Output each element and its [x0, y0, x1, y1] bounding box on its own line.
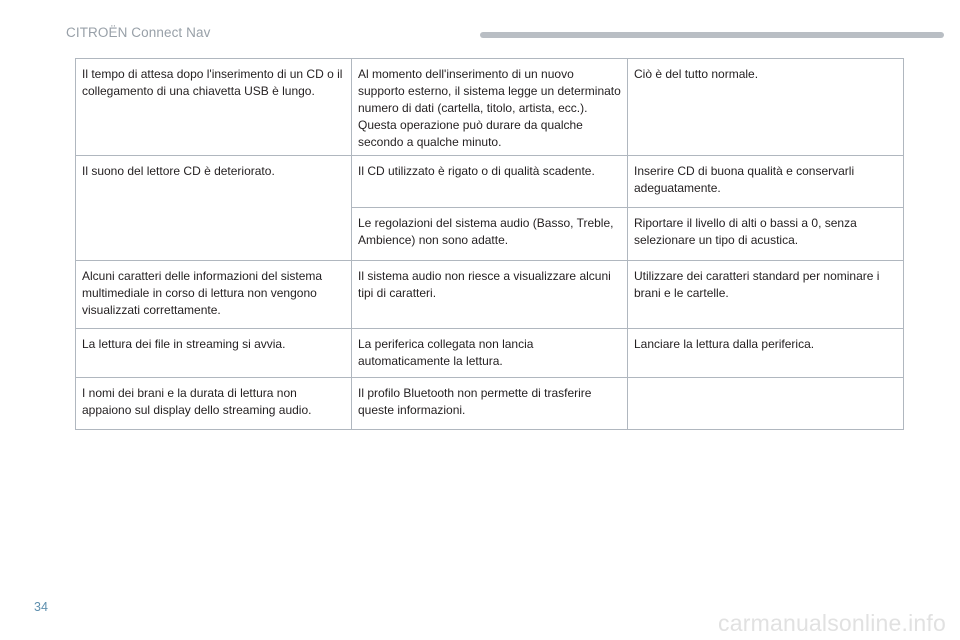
solution-cell: [628, 378, 904, 430]
problem-cell: I nomi dei brani e la durata di lettura non appaiono sul display dello streaming audio.: [76, 378, 352, 430]
solution-cell: Inserire CD di buona qualità e conservarli adeguatamente.: [628, 156, 904, 208]
cause-cell: Il sistema audio non riesce a visualizzare alcuni tipi di caratteri.: [352, 261, 628, 329]
page-number: 34: [34, 600, 48, 614]
header-bar: [480, 32, 944, 38]
table-row: [76, 378, 904, 430]
problem-cell: Il suono del lettore CD è deteriorato.: [76, 156, 352, 261]
problem-cell: Alcuni caratteri delle informazioni del sistema multimediale in corso di lettura non vengono visualizzati correttamente.: [76, 261, 352, 329]
watermark: carmanualsonline.info: [718, 610, 946, 636]
cause-cell: Il profilo Bluetooth non permette di trasferire queste informazioni.: [352, 378, 628, 430]
cause-cell: Al momento dell'inserimento di un nuovo supporto esterno, il sistema legge un determinato numero di dati (cartella, titolo, artista, ecc.). Questa operazione può durare da qualche secondo a qualche minuto.: [352, 59, 628, 156]
problem-cell: Il tempo di attesa dopo l'inserimento di un CD o il collegamento di una chiavetta USB è lungo.: [76, 59, 352, 156]
table-row: [76, 329, 904, 378]
table-row: [76, 156, 904, 208]
cause-cell: Il CD utilizzato è rigato o di qualità scadente.: [352, 156, 628, 208]
solution-cell: Ciò è del tutto normale.: [628, 59, 904, 156]
cause-cell: Le regolazioni del sistema audio (Basso, Treble, Ambience) non sono adatte.: [352, 208, 628, 261]
table-row: [76, 59, 904, 156]
header-title: CITROËN Connect Nav: [66, 25, 211, 40]
table-row: [76, 261, 904, 329]
troubleshooting-table: [75, 58, 904, 430]
solution-cell: Utilizzare dei caratteri standard per nominare i brani e le cartelle.: [628, 261, 904, 329]
cause-cell: La periferica collegata non lancia automaticamente la lettura.: [352, 329, 628, 378]
solution-cell: Lanciare la lettura dalla periferica.: [628, 329, 904, 378]
solution-cell: Riportare il livello di alti o bassi a 0, senza selezionare un tipo di acustica.: [628, 208, 904, 261]
problem-cell: La lettura dei file in streaming si avvia.: [76, 329, 352, 378]
